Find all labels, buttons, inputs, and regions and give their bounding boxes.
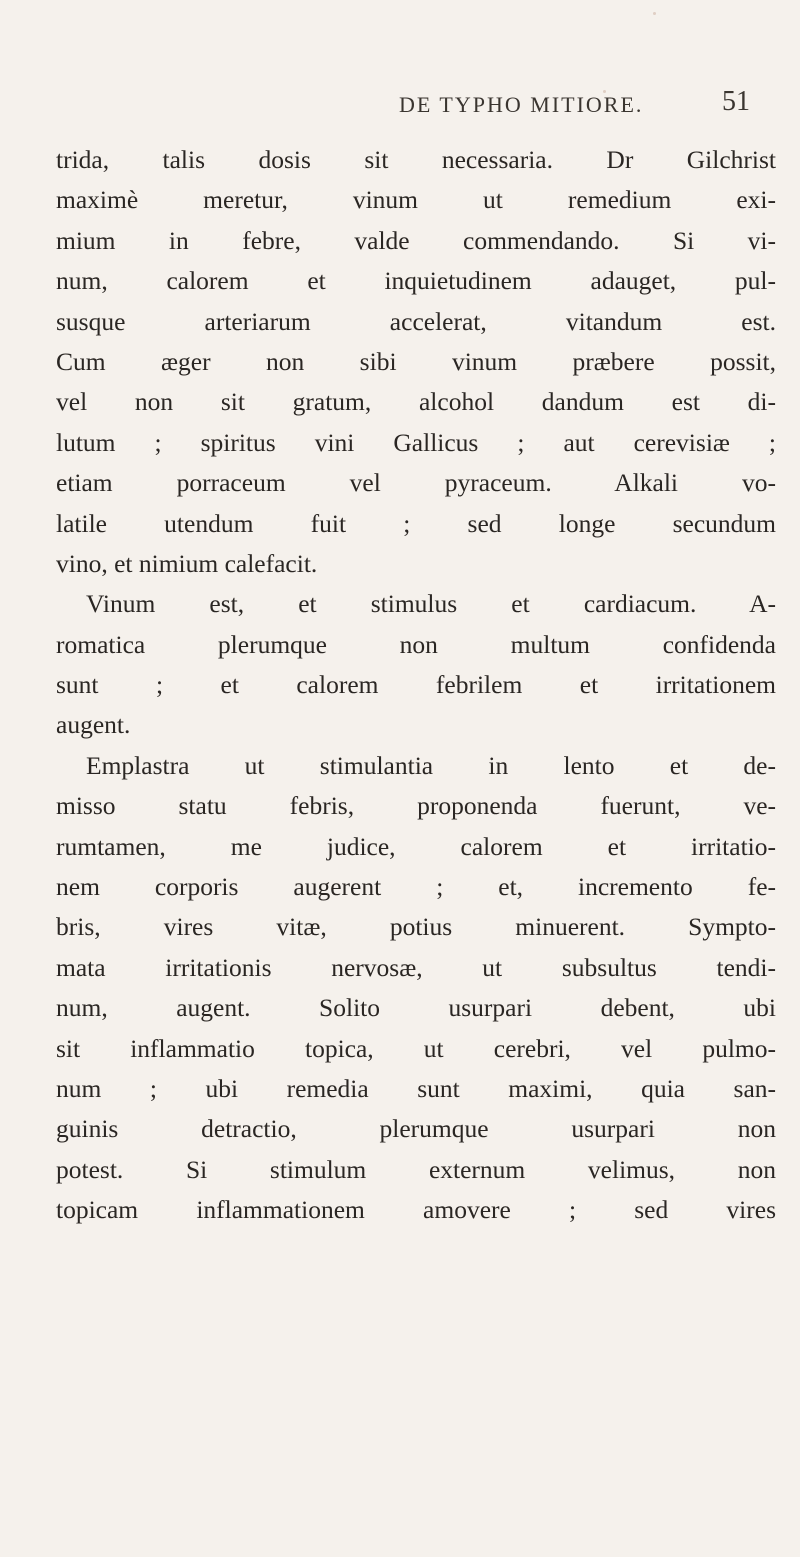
text-line: vel non sit gratum, alcohol dandum est di- [56, 387, 776, 417]
text-line: sit inflammatio topica, ut cerebri, vel pulmo- [56, 1033, 776, 1063]
running-title: DE TYPHO MITIORE. [399, 92, 644, 117]
text-line: trida, talis dosis sit necessaria. Dr Gilchrist [56, 145, 776, 174]
text-line: nem corporis augerent ; et, incremento fe- [56, 872, 776, 902]
text-line: num, augent. Solito usurpari debent, ubi [56, 993, 776, 1023]
text-line: Emplastra ut stimulantia in lento et de- [86, 750, 776, 780]
text-line: num, calorem et inquietudinem adauget, pul- [56, 266, 776, 296]
text-line: Cum æger non sibi vinum præbere possit, [56, 346, 776, 376]
text-line: bris, vires vitæ, potius minuerent. Sympto- [56, 912, 776, 942]
text-line: misso statu febris, proponenda fuerunt, ve- [56, 791, 776, 821]
text-line: etiam porraceum vel pyraceum. Alkali vo- [56, 468, 776, 498]
text-line: mata irritationis nervosæ, ut subsultus tendi- [56, 952, 776, 982]
text-line: susque arteriarum accelerat, vitandum est. [56, 306, 776, 336]
text-line: augent. [56, 710, 131, 740]
running-head [0, 84, 800, 124]
text-line: Vinum est, et stimulus et cardiacum. A- [86, 589, 776, 619]
text-line: num ; ubi remedia sunt maximi, quia san- [56, 1073, 776, 1103]
body-text [56, 140, 776, 1231]
paper-speck [653, 12, 656, 15]
text-line: mium in febre, valde commendando. Si vi- [56, 225, 776, 255]
text-line: latile utendum fuit ; sed longe secundum [56, 508, 776, 538]
text-line: potest. Si stimulum externum velimus, non [56, 1154, 776, 1184]
text-line: lutum ; spiritus vini Gallicus ; aut cerevisiæ ; [56, 427, 776, 457]
text-line: vino, et nimium calefacit. [56, 548, 318, 578]
text-line: guinis detractio, plerumque usurpari non [56, 1114, 776, 1144]
page-number: 51 [722, 86, 750, 117]
text-line: topicam inflammationem amovere ; sed vires [56, 1195, 776, 1225]
text-line: rumtamen, me judice, calorem et irritatio- [56, 831, 776, 861]
text-line: maximè meretur, vinum ut remedium exi- [56, 185, 776, 215]
text-line: sunt ; et calorem febrilem et irritationem [56, 670, 776, 700]
text-line: romatica plerumque non multum confidenda [56, 629, 776, 659]
